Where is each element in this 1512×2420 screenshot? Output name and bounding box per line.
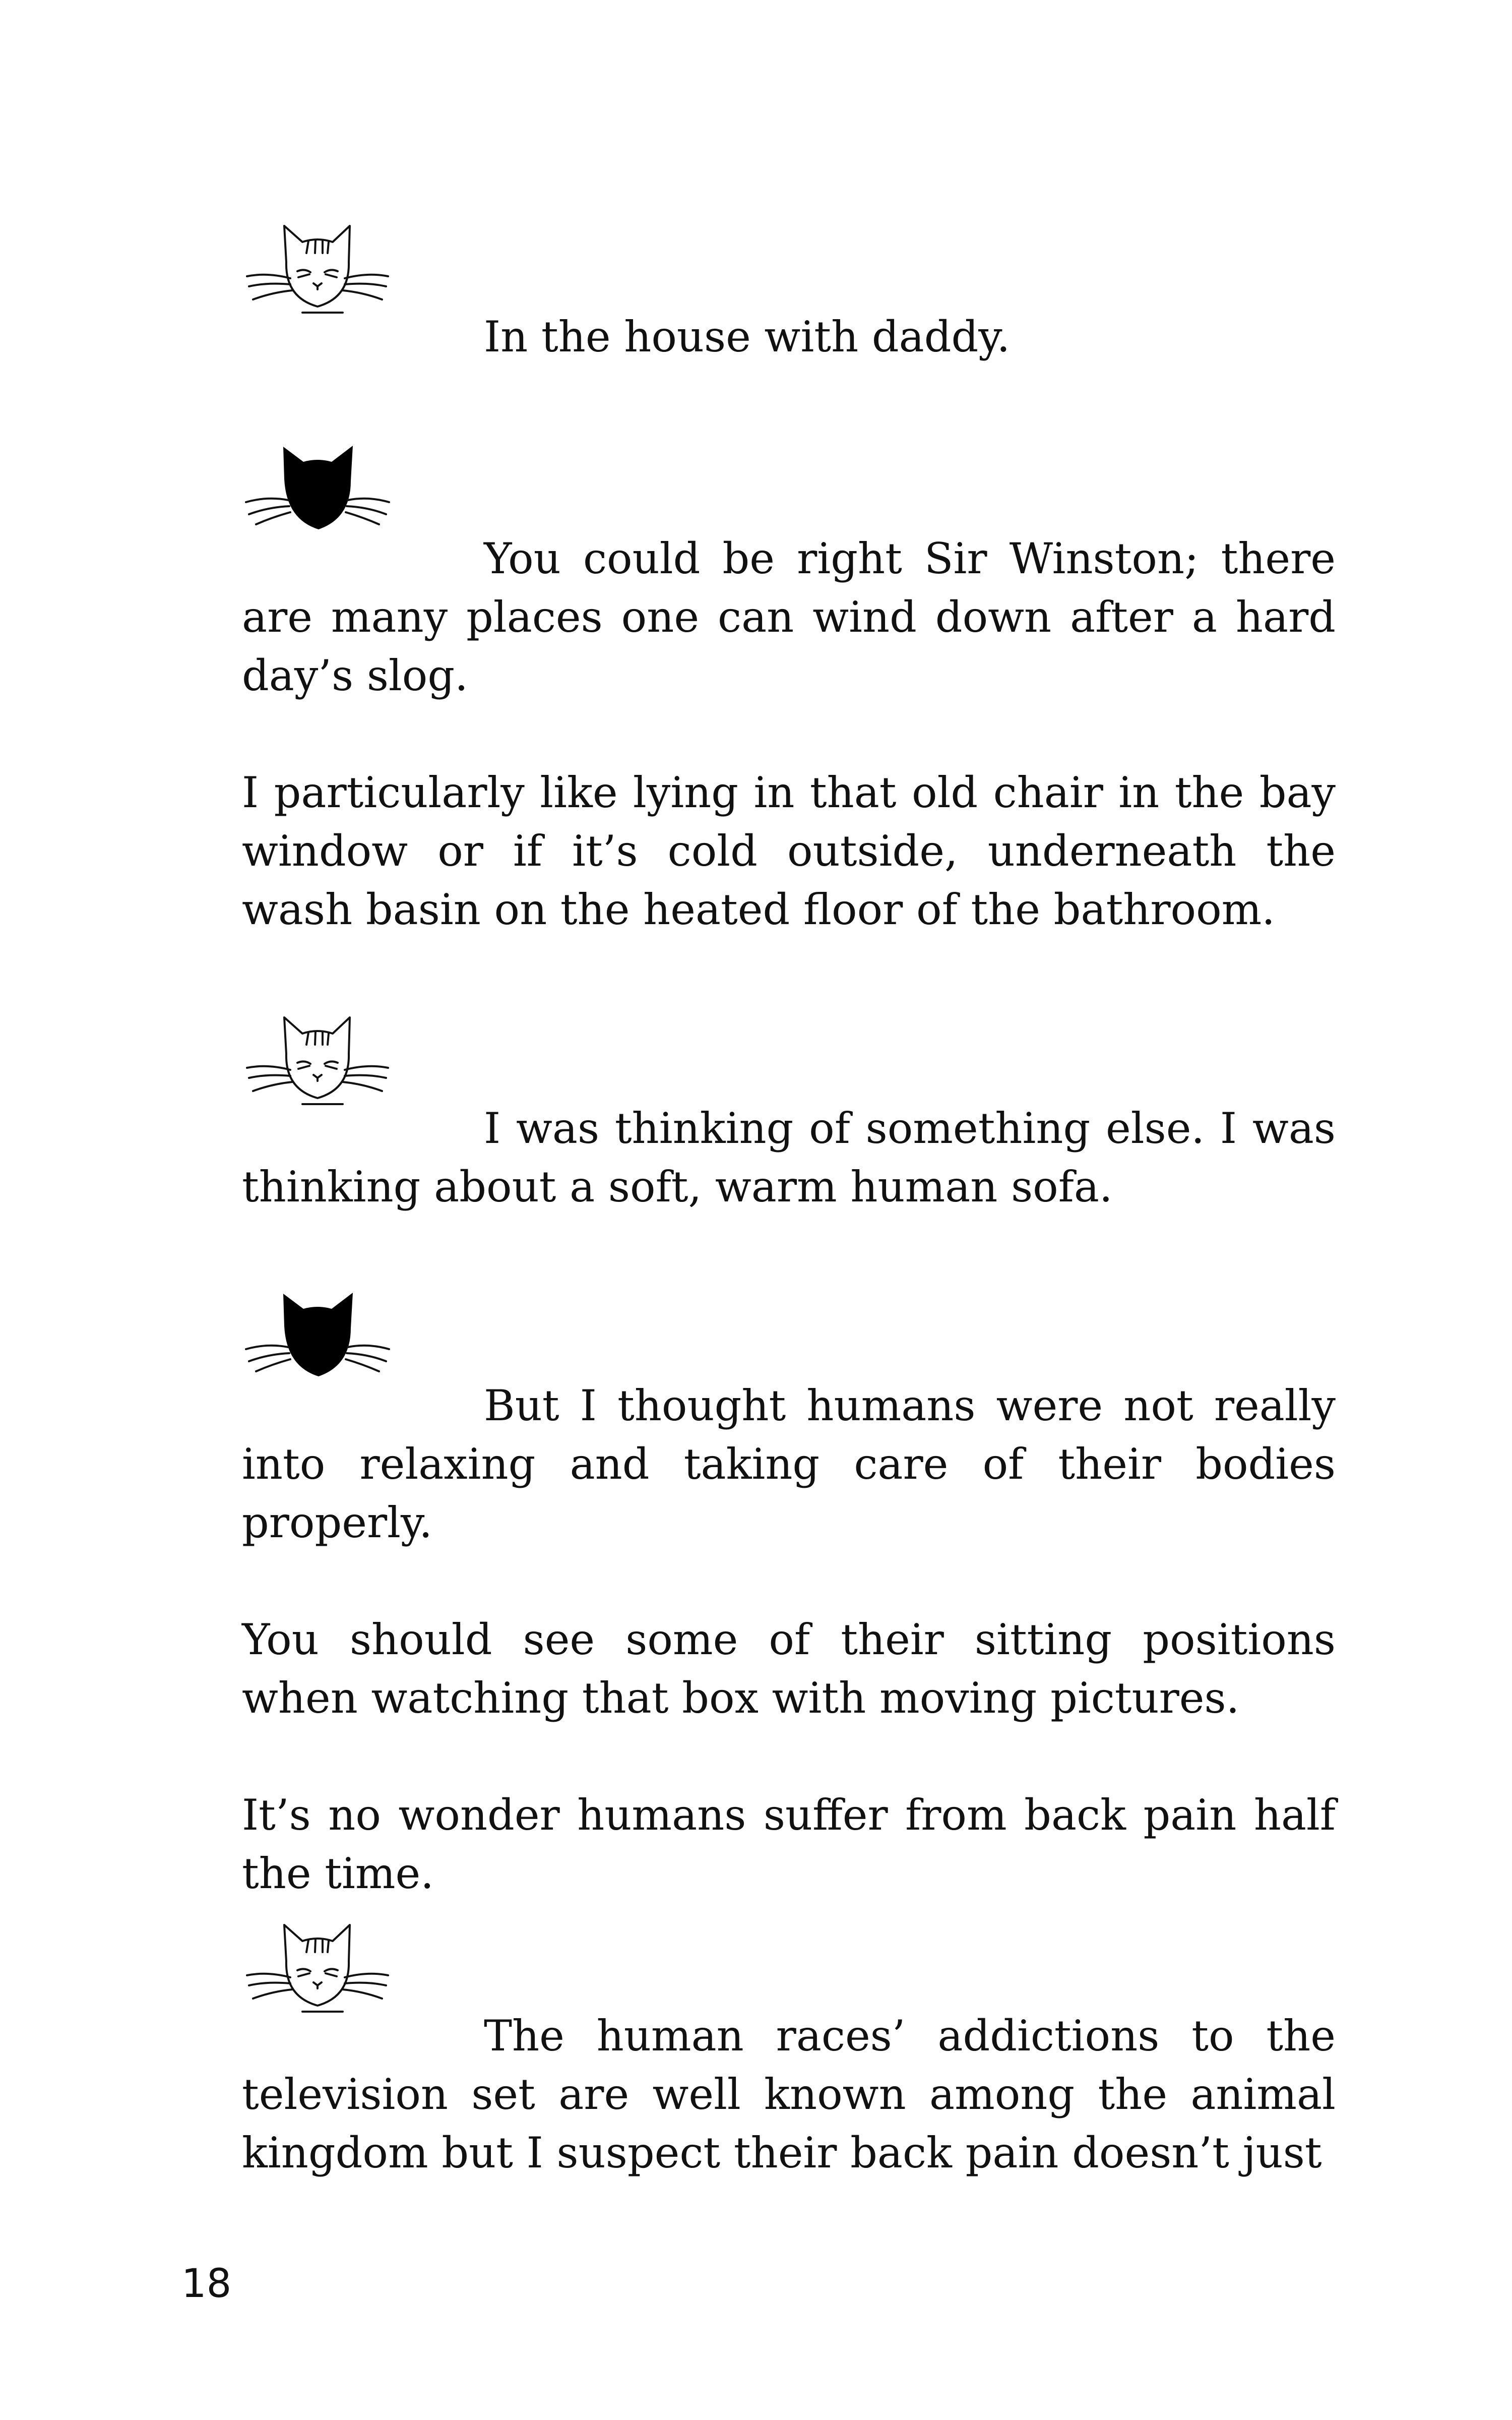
dialogue-entry — [242, 222, 1336, 366]
dialogue-paragraph: You should see some of their sitting positions when watching that box with moving pictures. — [242, 1615, 1336, 1723]
black-cat-icon — [242, 1291, 393, 1392]
dialogue-entry — [242, 1921, 1336, 2182]
striped-cat-icon — [242, 222, 393, 323]
dialogue-paragraph: I was thinking of something else. I was thinking about a soft, warm human sofa. — [242, 1104, 1336, 1212]
striped-cat-icon — [242, 1013, 393, 1114]
dialogue-entry — [242, 1013, 1336, 1216]
dialogue-paragraph: In the house with daddy. — [484, 312, 1011, 361]
black-cat-icon — [242, 444, 393, 544]
dialogue-paragraph: It’s no wonder humans suffer from back pain half the time. — [242, 1790, 1336, 1898]
dialogue-entry — [242, 444, 1336, 939]
dialogue-paragraph: You could be right Sir Winston; there are many places one can wind down after a hard day’s slog. — [242, 534, 1336, 700]
dialogue-paragraph: But I thought humans were not really into relaxing and taking care of their bodies properly. — [242, 1381, 1336, 1547]
dialogue-entry — [242, 1291, 1336, 1903]
dialogue-paragraph: The human races’ addictions to the television set are well known among the animal kingdom but I suspect their back pain doesn’t just — [242, 2011, 1336, 2177]
striped-cat-icon — [242, 1921, 393, 2022]
dialogue-paragraph: I particularly like lying in that old chair in the bay window or if it’s cold outside, underneath the wash basin on the heated floor of the bathroom. — [242, 768, 1336, 934]
page-number: 18 — [181, 2261, 232, 2307]
